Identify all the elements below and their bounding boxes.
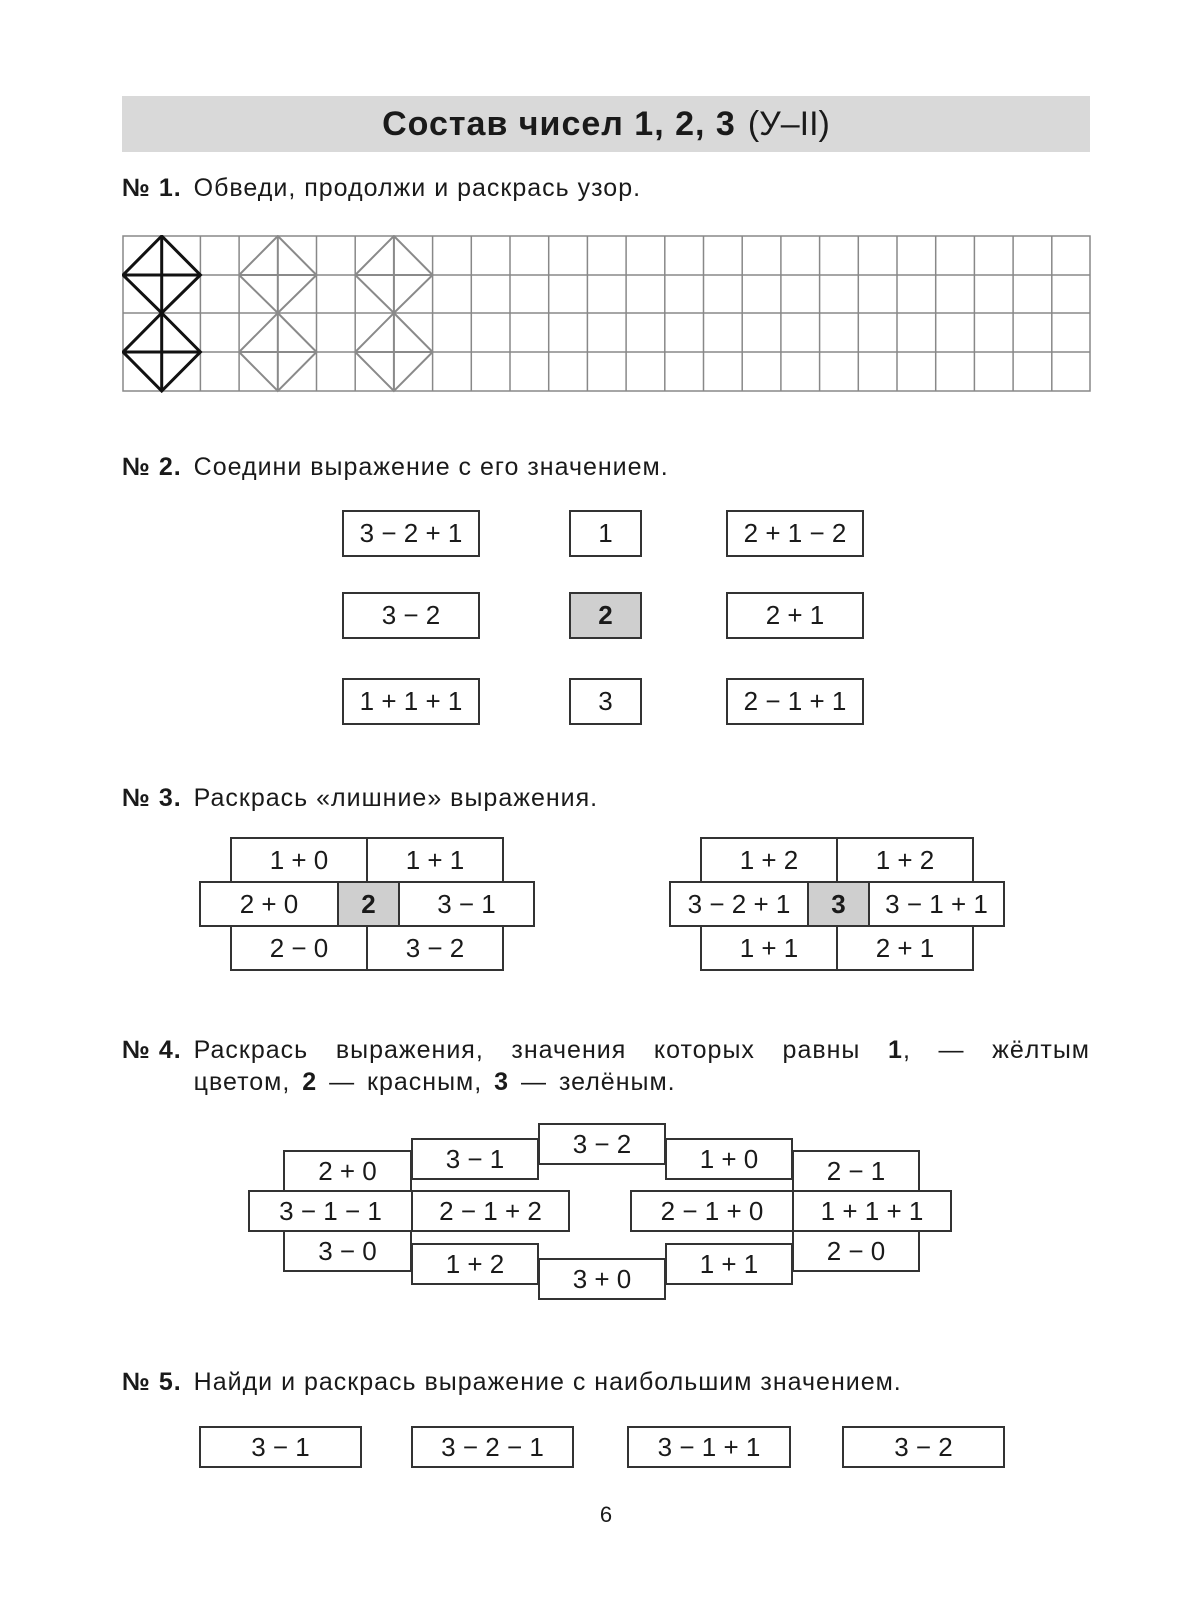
expression-cell[interactable]: 2 + 0 [283,1150,412,1192]
expression-cell[interactable]: 2 + 0 [199,881,339,927]
task-5-heading [122,1366,1090,1398]
expression-cell[interactable]: 1 + 1 + 1 [792,1190,952,1232]
task-number: № 3. [122,784,182,812]
task-number: № 5. [122,1368,182,1396]
expression-cell[interactable]: 1 + 1 [665,1243,793,1285]
expression-box[interactable]: 1 + 1 + 1 [342,678,480,725]
task-text-line-1: Раскрась выражения, значения которых равны 1, — жёлтым [193,1036,1090,1064]
expression-cell[interactable]: 3 − 1 + 1 [868,881,1005,927]
expression-box[interactable]: 3 − 2 [342,592,480,639]
expression-cell[interactable]: 2 − 0 [792,1230,920,1272]
expression-box[interactable]: 3 − 1 + 1 [627,1426,791,1468]
expression-cell[interactable]: 1 + 1 [700,925,838,971]
expression-box[interactable]: 2 + 1 − 2 [726,510,864,557]
expression-cell[interactable]: 1 + 1 [366,837,504,883]
value-box[interactable]: 2 [569,592,642,639]
task-text: Обведи, продолжи и раскрась узор. [193,174,642,202]
page-title [122,96,1090,152]
center-value-cell: 3 [807,881,870,927]
expression-cell[interactable]: 1 + 0 [230,837,368,883]
task-text: Раскрась «лишние» выражения. [193,784,599,812]
expression-box[interactable]: 3 − 2 [842,1426,1005,1468]
expression-box[interactable]: 3 − 2 − 1 [411,1426,574,1468]
expression-cell[interactable]: 2 − 1 [792,1150,920,1192]
task-number: № 2. [122,453,182,481]
task-number: № 1. [122,174,182,202]
expression-cell[interactable]: 3 − 2 + 1 [669,881,809,927]
task-text-line-2: цветом, 2 — красным, 3 — зелёным. [193,1068,676,1096]
center-value-cell: 2 [337,881,400,927]
expression-cell[interactable]: 3 − 1 [398,881,535,927]
task-4-heading [122,1034,1090,1098]
expression-cell[interactable]: 3 − 1 − 1 [248,1190,413,1232]
expression-cell[interactable]: 2 − 1 + 0 [630,1190,794,1232]
expression-cell[interactable]: 1 + 0 [665,1138,793,1180]
expression-cell[interactable]: 3 − 2 [538,1123,666,1165]
expression-box[interactable]: 3 − 2 + 1 [342,510,480,557]
expression-cell[interactable]: 3 − 2 [366,925,504,971]
title-main: Состав чисел 1, 2, 3 [382,104,736,143]
expression-box[interactable]: 2 + 1 [726,592,864,639]
task-number: № 4. [122,1036,182,1064]
value-box[interactable]: 1 [569,510,642,557]
title-sub: (У–II) [747,104,830,143]
task-2-heading [122,451,1090,483]
expression-cell[interactable]: 3 − 0 [283,1230,412,1272]
grid-lines [123,236,1090,391]
pattern-grid[interactable] [122,235,1092,393]
expression-cell[interactable]: 3 − 1 [411,1138,539,1180]
expression-cell[interactable]: 3 + 0 [538,1258,666,1300]
expression-cell[interactable]: 1 + 2 [700,837,838,883]
task-text: Соедини выражение с его значением. [193,453,669,481]
task-3-heading [122,782,1090,814]
expression-box[interactable]: 2 − 1 + 1 [726,678,864,725]
task-1-heading [122,172,1090,204]
expression-cell[interactable]: 2 − 0 [230,925,368,971]
task-text: Найди и раскрась выражение с наибольшим значением. [193,1368,902,1396]
expression-cell[interactable]: 1 + 2 [411,1243,539,1285]
expression-box[interactable]: 3 − 1 [199,1426,362,1468]
expression-cell[interactable]: 2 − 1 + 2 [411,1190,570,1232]
page-number: 6 [599,1502,613,1527]
expression-cell[interactable]: 1 + 2 [836,837,974,883]
expression-cell[interactable]: 2 + 1 [836,925,974,971]
value-box[interactable]: 3 [569,678,642,725]
